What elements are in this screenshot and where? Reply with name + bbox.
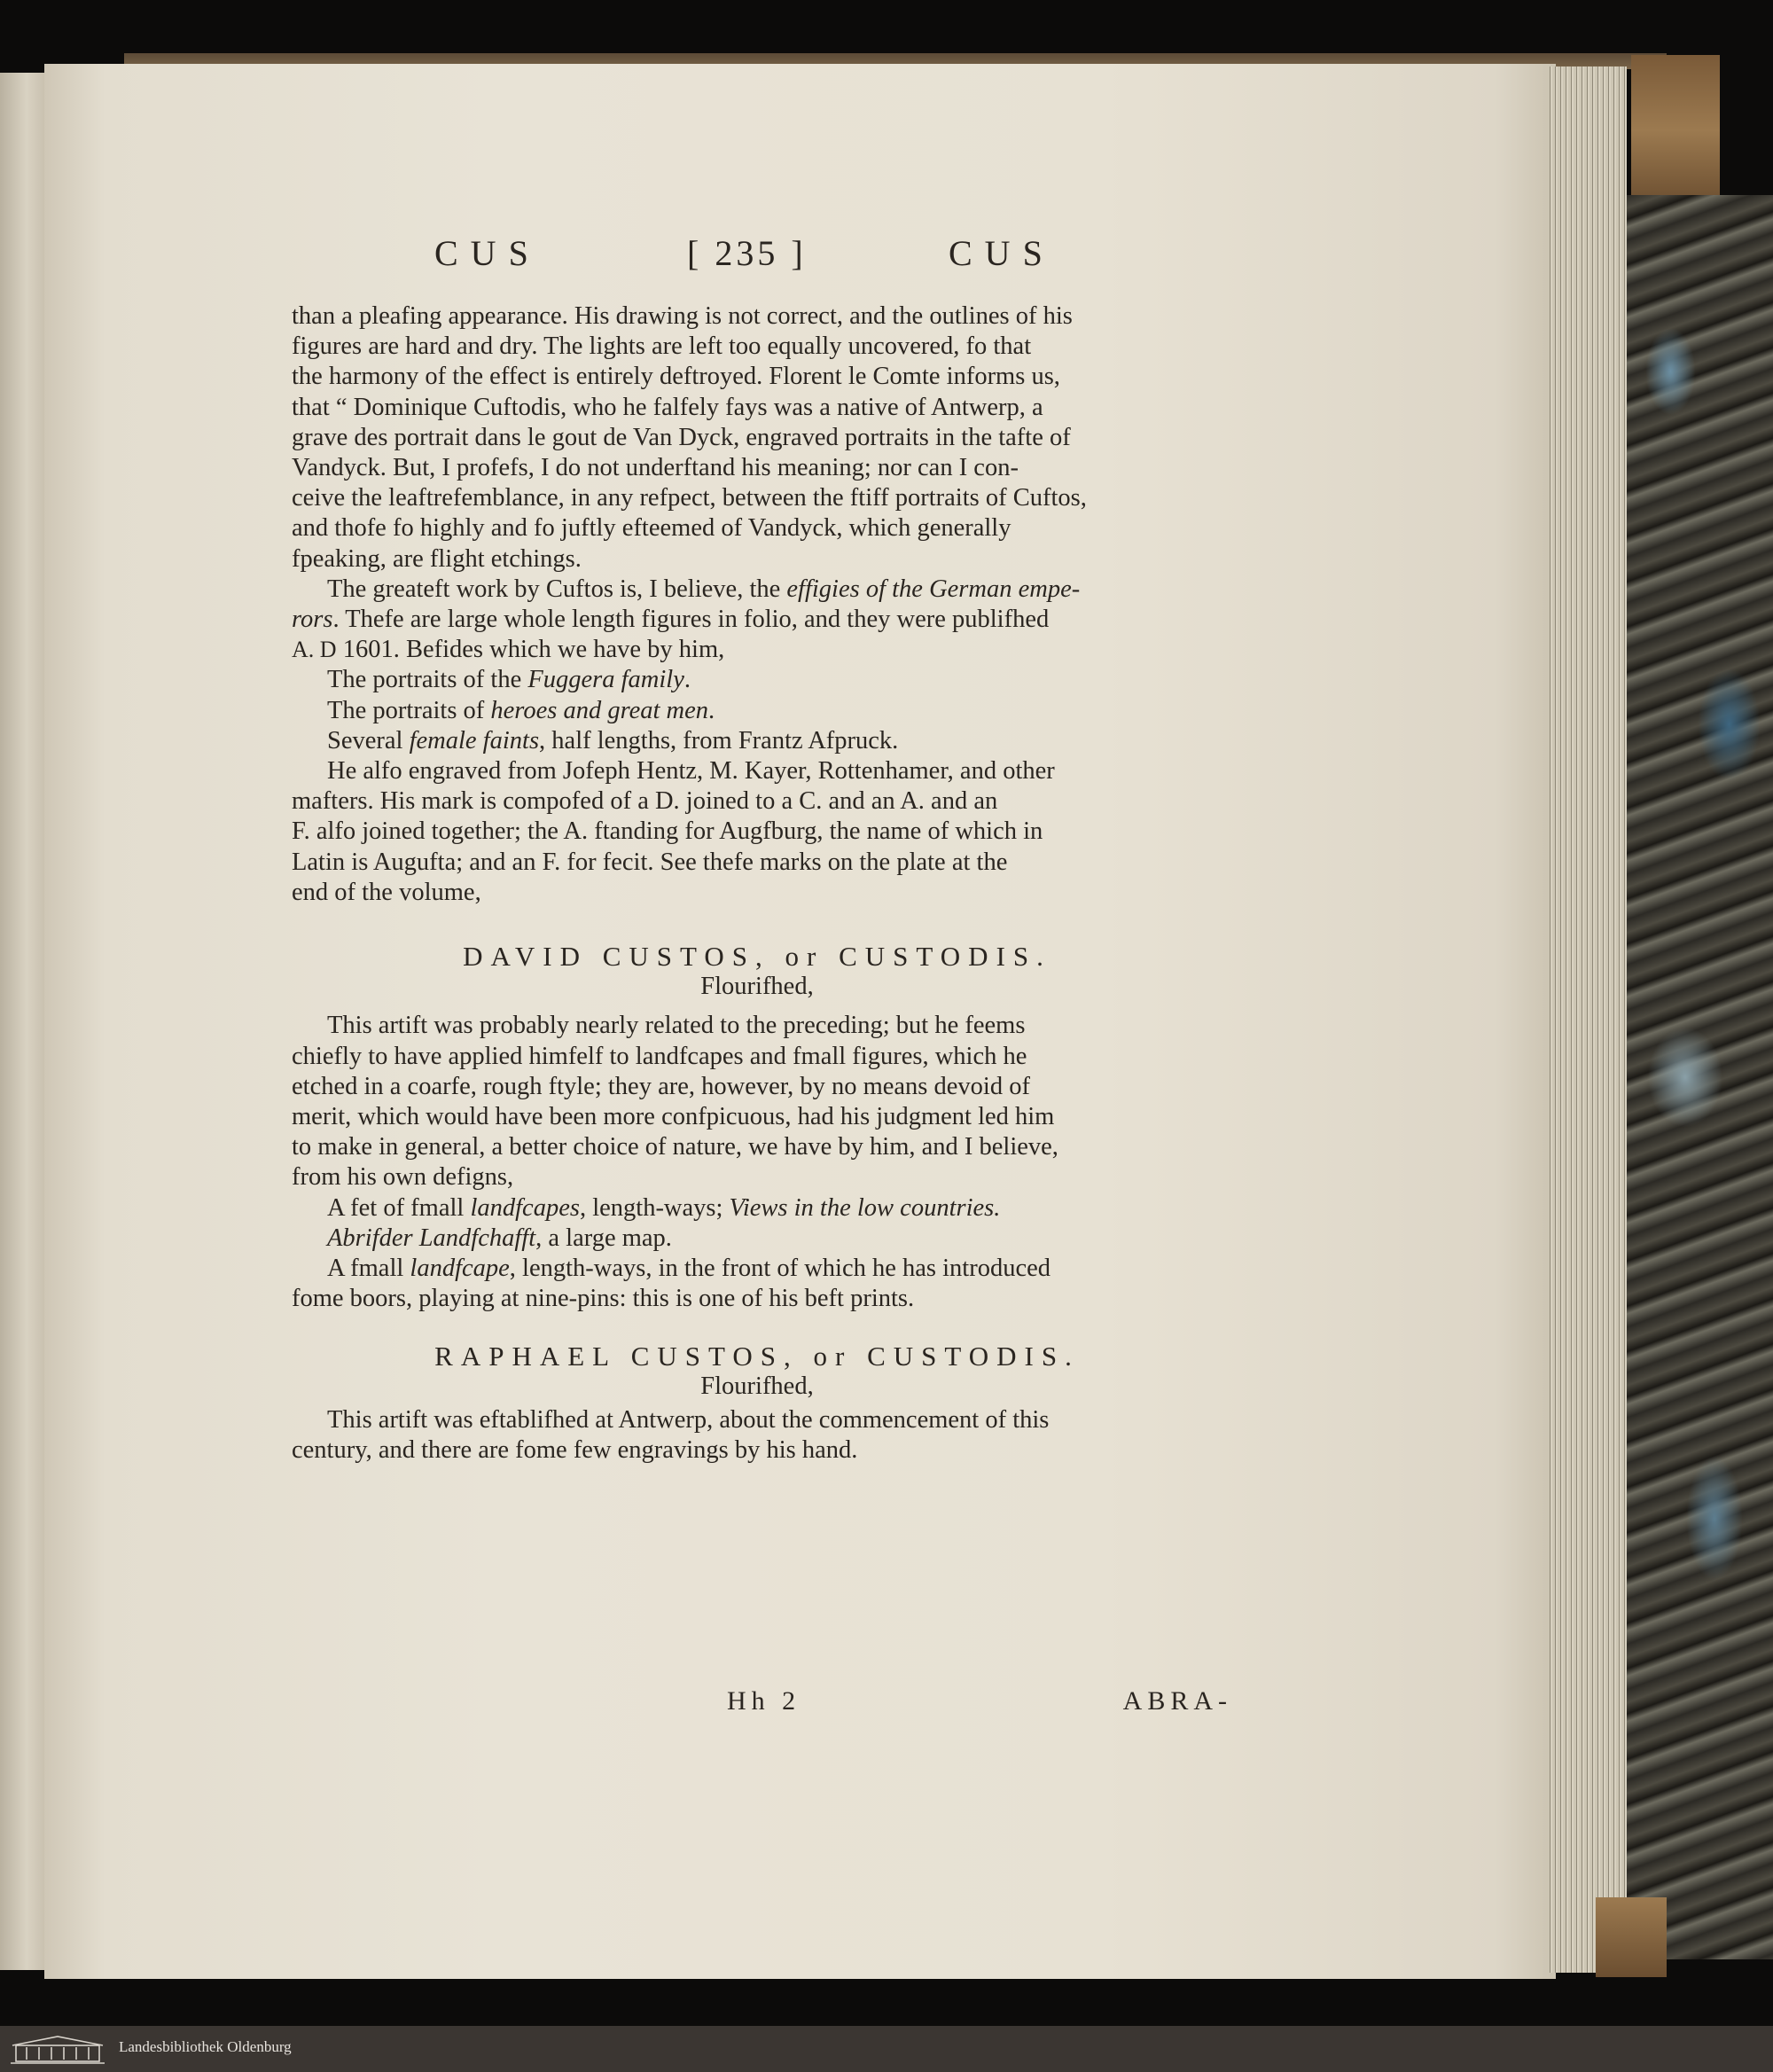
list-item (292, 1224, 1222, 1254)
italic-text-run: heroes and great men (490, 696, 709, 724)
italic-text-run: rors (292, 606, 333, 634)
text-run: , half lengths, from Frantz Afpruck. (539, 726, 899, 755)
catchword: ABRA- (1122, 1686, 1232, 1716)
italic-text-run: landfcapes (470, 1193, 580, 1222)
text-run: The greateft work by Cuftos is, I believe, the (327, 575, 787, 603)
text-line: etched in a coarfe, rough ftyle; they are, however, by no means devoid of (292, 1072, 1030, 1100)
page-stack-edge (1547, 66, 1627, 1973)
italic-text-run: Abrifder Landfchafft (327, 1224, 536, 1252)
paragraph-1 (292, 301, 1222, 575)
marbled-cover (1627, 195, 1773, 1959)
italic-text-run: landfcape (410, 1255, 510, 1283)
library-building-logo-icon (9, 2035, 106, 2065)
section-heading-raphael-custos: RAPHAEL CUSTOS, or CUSTODIS. (434, 1340, 1080, 1372)
list-item (292, 696, 1222, 726)
text-line: grave des portrait dans le gout de Van Dyck, engraved portraits in the tafte of (292, 423, 1071, 451)
text-line: century, and there are fome few engravings by his hand. (292, 1436, 858, 1465)
section-heading-david-custos: DAVID CUSTOS, or CUSTODIS. (463, 941, 1051, 973)
text-run: Several (327, 726, 410, 755)
paragraph-4 (292, 1011, 1222, 1192)
text-line: that “ Dominique Cuftodis, who he falfely fays was a native of Antwerp, a (292, 393, 1043, 421)
page-foot (727, 1686, 1232, 1722)
footer-bar (0, 2026, 1773, 2072)
text-line: figures are hard and dry. The lights are left too equally uncovered, fo that (292, 332, 1032, 361)
text-line (292, 575, 1222, 605)
text-line: F. alfo joined together; the A. ftanding for Augfburg, the name of which in (292, 817, 1043, 846)
text-run: . (683, 666, 691, 694)
paragraph-5 (292, 1405, 1222, 1466)
signature-mark: Hh 2 (727, 1686, 801, 1716)
text-line: He alfo engraved from Jofeph Hentz, M. Kayer, Rottenhamer, and other (327, 757, 1055, 786)
leather-spine-bottom (1596, 1897, 1667, 1977)
text-line: chiefly to have applied himfelf to landfcapes and fmall figures, which he (292, 1042, 1027, 1070)
body-text (292, 301, 1222, 1466)
list-item (292, 1254, 1222, 1284)
text-line: fome boors, playing at nine-pins: this is one of his beft prints. (292, 1285, 915, 1313)
running-head-left: CUS (434, 233, 541, 273)
text-line: and thofe fo highly and fo juftly efteemed of Vandyck, which generally (292, 514, 1011, 543)
text-line: from his own defigns, (292, 1163, 514, 1192)
page-number: [ 235 ] (687, 233, 807, 273)
small-caps-run: A. D (292, 637, 337, 663)
text-line: Vandyck. But, I profefs, I do not underftand his meaning; nor can I con- (292, 454, 1019, 482)
library-name: Landesbibliothek Oldenburg (119, 2038, 292, 2055)
text-run: The portraits of the (327, 666, 528, 694)
text-line: end of the volume, (292, 878, 481, 906)
text-run: . Thefe are large whole length figures in folio, and they were publifhed (332, 606, 1050, 634)
italic-text-run: female faints (409, 726, 540, 755)
text-line: than a pleafing appearance. His drawing is not correct, and the outlines of his (292, 302, 1073, 330)
italic-text-run: effigies of the German empe- (786, 575, 1081, 603)
text-line: This artift was probably nearly related to the preceding; but he feems (327, 1012, 1026, 1040)
text-run: , a large map. (535, 1224, 672, 1252)
paragraph-2 (292, 575, 1222, 666)
italic-text-run: Fuggera family (527, 666, 684, 694)
text-line: mafters. His mark is compofed of a D. joined to a C. and an A. and an (292, 787, 998, 816)
works-list-1 (292, 665, 1222, 756)
text-run: , length-ways, in the front of which he has introduced (509, 1255, 1051, 1283)
text-line (292, 605, 1222, 635)
text-line: merit, which would have been more confpicuous, had his judgment led him (292, 1103, 1055, 1131)
text-line: fpeaking, are flight etchings. (292, 544, 582, 573)
leather-spine-top (1631, 55, 1720, 206)
flourished-label: Flourifhed, (700, 1372, 814, 1400)
facing-page-edge (0, 73, 44, 1970)
text-line: the harmony of the effect is entirely deftroyed. Florent le Comte informs us, (292, 363, 1060, 391)
text-run: 1601. Befides which we have by him, (336, 636, 725, 664)
running-head-right: CUS (949, 233, 1055, 273)
text-run: , length-ways; (579, 1193, 730, 1222)
text-line: to make in general, a better choice of nature, we have by him, and I believe, (292, 1133, 1058, 1161)
paragraph-3 (292, 756, 1222, 908)
text-line: This artift was eftablifhed at Antwerp, about the commencement of this (327, 1405, 1050, 1434)
text-run: . (708, 696, 715, 724)
works-list-2 (292, 1193, 1222, 1315)
text-line (292, 635, 1222, 665)
list-item (292, 1193, 1222, 1224)
running-head (434, 232, 1126, 277)
text-run: A fet of fmall (327, 1193, 471, 1222)
text-line: Latin is Augufta; and an F. for fecit. See thefe marks on the plate at the (292, 848, 1008, 876)
text-line: ceive the leaftrefemblance, in any refpect, between the ftiff portraits of Cuftos, (292, 484, 1087, 512)
list-item (292, 665, 1222, 695)
italic-text-run: Views in the low countries. (729, 1193, 1001, 1222)
flourished-label: Flourifhed, (700, 973, 814, 1001)
text-run: A fmall (327, 1255, 410, 1283)
list-item (292, 726, 1222, 756)
text-run: The portraits of (327, 696, 491, 724)
